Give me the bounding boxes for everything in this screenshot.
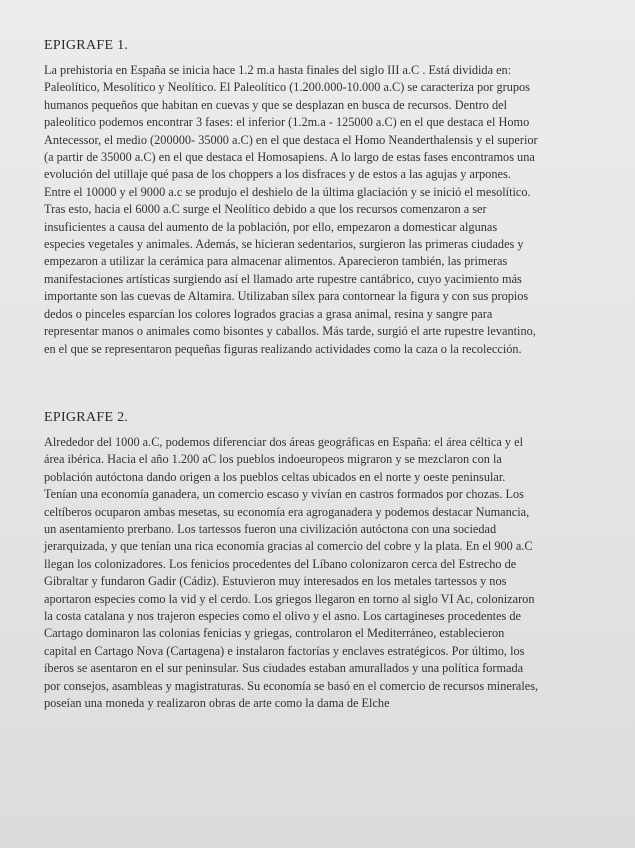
text-line: Cartago dominaron las colonias fenicias y griegas, controlaron el Mediterráneo, establecieron bbox=[44, 626, 505, 641]
text-line: área ibérica. Hacia el año 1.200 aC los pueblos indoeuropeos migraron y se mezclaron con la bbox=[44, 452, 502, 467]
section-epigrafe-2 bbox=[44, 410, 592, 713]
text-line: Antecessor, el medio (200000- 35000 a.C) en el que destaca el Homo Neanderthalensis y el superior bbox=[44, 132, 538, 147]
text-line: La prehistoria en España se inicia hace 1.2 m.a hasta finales del siglo III a.C . Está dividida en: bbox=[44, 63, 512, 77]
text-line: especies vegetales y animales. Además, se hicieran sedentarios, surgieron las primeras ciudades y bbox=[44, 237, 524, 252]
text-line: insuficientes a causa del aumento de la población, por ello, empezaron a domesticar algunas bbox=[44, 219, 498, 234]
text-line: la costa catalana y nos trajeron especies como el olivo y el asno. Los cartagineses procedentes de bbox=[44, 609, 522, 624]
text-line: celtíberos ocuparon ambas mesetas, su economía era agroganadera y podemos destacar Numancia, bbox=[44, 504, 530, 519]
text-line: Alrededor del 1000 a.C, podemos diferenciar dos áreas geográficas en España: el área céltica y el bbox=[44, 435, 524, 449]
section-heading: EPIGRAFE 1. bbox=[44, 38, 129, 53]
text-line: (a partir de 35000 a.C) en el que destaca el Homosapiens. A lo largo de estas fases encontramos una bbox=[44, 150, 535, 165]
text-line: Paleolítico, Mesolítico y Neolítico. El Paleolítico (1.200.000-10.000 a.C) se caracteriza por grupos bbox=[44, 80, 530, 95]
text-line: Entre el 10000 y el 9000 a.c se produjo el deshielo de la última glaciación y se inició el mesolítico. bbox=[44, 184, 531, 199]
text-line: paleolítico podemos encontrar 3 fases: el inferior (1.2m.a - 125000 a.C) en el que destaca el Homo bbox=[44, 115, 530, 130]
text-line: por consejos, asambleas y magistraturas. Su economía se basó en el comercio de recursos minerales, bbox=[44, 678, 539, 693]
text-line: representar manos o animales como bisontes y caballos. Más tarde, surgió el arte rupestre levantino, bbox=[44, 324, 536, 339]
text-line: íberos se asentaron en el sur peninsular. Sus ciudades estaban amurallados y una política formada bbox=[44, 661, 524, 676]
text-line: capital en Cartago Nova (Cartagena) e instalaron factorías y enclaves estratégicos. Por último, los bbox=[44, 643, 525, 658]
text-line: población autóctona dando origen a los pueblos celtas ubicados en el norte y oeste peninsular. bbox=[44, 469, 506, 484]
text-line: aportaron especies como la vid y el cerdo. Los griegos llegaron en torno al siglo VI Ac, colonizaron bbox=[44, 591, 535, 606]
text-line: importante son las cuevas de Altamira. Utilizaban sílex para contornear la figura y con sus propios bbox=[44, 289, 529, 304]
text-line: Gibraltar y fundaron Gadir (Cádiz). Estuvieron muy interesados en los metales tartessos y nos bbox=[44, 574, 507, 589]
text-line: jerarquizada, y que tenían una rica economía gracias al comercio del cobre y la plata. En el 900 a.C bbox=[44, 539, 533, 554]
text-line: Tras esto, hacia el 6000 a.C surge el Neolítico debido a que los recursos comenzaron a ser bbox=[44, 202, 487, 217]
section-epigrafe-1 bbox=[44, 38, 592, 358]
text-line: poseían una moneda y realizaron obras de arte como la dama de Elche bbox=[44, 696, 390, 711]
text-line: un asentamiento prerbano. Los tartessos fueron una civilización autóctona con una sociedad bbox=[44, 522, 497, 537]
text-line: manifestaciones artísticas surgiendo así el llamado arte rupestre cantábrico, cuyo yacimiento más bbox=[44, 271, 522, 286]
text-line: Tenían una economía ganadera, un comercio escaso y vivían en castros formados por chozas. Los bbox=[44, 487, 524, 502]
text-line: llegan los colonizadores. Los fenicios procedentes del Líbano colonizaron cerca del Estrecho de bbox=[44, 556, 517, 571]
text-line: evolución del utillaje qué pasa de los choppers a los disfraces y de estos a las agujas y arpones. bbox=[44, 167, 511, 182]
text-line: humanos pequeños que habitan en cuevas y que se desplazan en busca de recursos. Dentro del bbox=[44, 97, 508, 112]
text-line: en el que se representaron pequeñas figuras realizando actividades como la caza o la recolección. bbox=[44, 341, 522, 356]
section-heading: EPIGRAFE 2. bbox=[44, 410, 129, 425]
text-line: dedos o pinceles esparcían los colores logrados gracias a grasa animal, resina y sangre para bbox=[44, 306, 493, 321]
section-body bbox=[44, 434, 592, 713]
text-line: empezaron a utilizar la cerámica para almacenar alimentos. Aparecieron también, las primeras bbox=[44, 254, 508, 269]
section-body bbox=[44, 62, 592, 358]
